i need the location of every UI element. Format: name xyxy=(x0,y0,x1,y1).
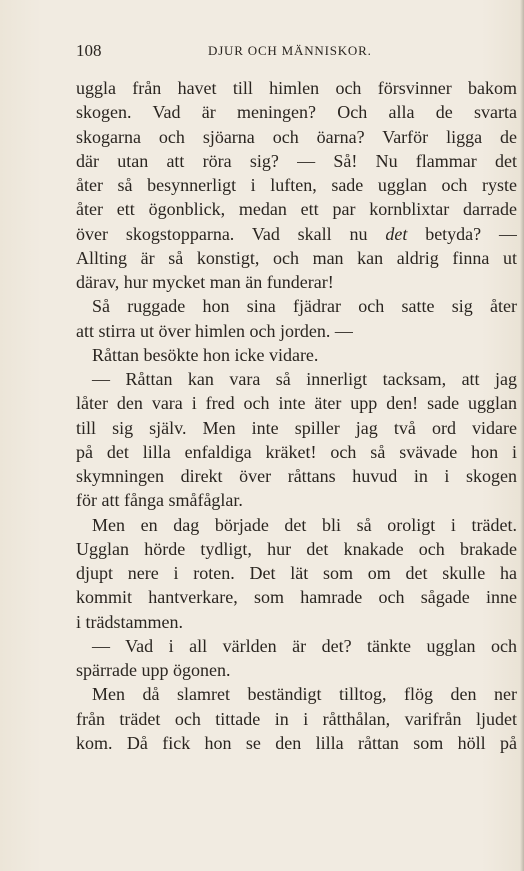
text-line-with-emphasis xyxy=(76,222,517,246)
text-line: åter så besynnerligt i luften, sade ugglan och ryste xyxy=(76,175,517,195)
text-line: där utan att röra sig? — Så! Nu flammar det xyxy=(76,150,517,171)
page-edge-shadow xyxy=(520,0,524,871)
running-title: DJUR OCH MÄNNISKOR. xyxy=(208,43,372,58)
text-line: Allting är så konstigt, och man kan aldrig finna ut xyxy=(76,247,517,268)
text-line: Så ruggade hon sina fjädrar och satte sig åter xyxy=(92,296,517,317)
text-line: åter ett ögonblick, medan ett par kornblixtar darrade xyxy=(76,199,517,220)
text-line: skogarna och sjöarna och öarna? Varför ligga de xyxy=(76,126,517,147)
text-segment: över skogstopparna. Vad skall nu xyxy=(76,223,368,244)
text-line: skymningen direkt över råttans huvud in i skogen xyxy=(76,466,517,486)
text-line: på det lilla enfaldiga kräket! och så svävade hon i xyxy=(76,441,517,462)
page-number: 108 xyxy=(76,41,102,60)
text-line: kommit hantverkare, som hamrade och sågade inne xyxy=(76,587,517,608)
text-line: djupt nere i roten. Det lät som om det skulle ha xyxy=(76,563,517,583)
text-line: från trädet och tittade in i råtthålan, varifrån ljudet xyxy=(76,708,517,729)
emphasized-word: det xyxy=(385,223,408,244)
text-line: kom. Då fick hon se den lilla råttan som höll på xyxy=(76,732,517,753)
text-line: — Råttan kan vara så innerligt tacksam, att jag xyxy=(92,369,517,389)
text-segment: betyda? — xyxy=(425,223,517,244)
text-line: därav, hur mycket man än funderar! xyxy=(76,272,334,292)
text-line: att stirra ut över himlen och jorden. — xyxy=(76,320,353,341)
body-text xyxy=(76,76,517,755)
text-line: Men då slamret beständigt tilltog, flög den ner xyxy=(92,684,517,705)
text-line: Råttan besökte hon icke vidare. xyxy=(92,344,319,365)
text-line: Men en dag började det bli så oroligt i trädet. xyxy=(92,514,517,535)
page-header xyxy=(76,41,516,63)
text-line: — Vad i all världen är det? tänkte ugglan och xyxy=(92,635,517,656)
text-line: i trädstammen. xyxy=(76,611,183,632)
text-line: skogen. Vad är meningen? Och alla de svarta xyxy=(76,102,517,123)
text-line: till sig själv. Men inte spiller jag två ord vidare xyxy=(76,417,517,438)
text-line: för att fånga småfåglar. xyxy=(76,490,243,511)
text-line: låter den vara i fred och inte äter upp den! sade ugglan xyxy=(76,393,517,414)
text-line: Ugglan hörde tydligt, hur det knakade och brakade xyxy=(76,538,517,559)
text-line: uggla från havet till himlen och försvinner bakom xyxy=(76,78,517,98)
text-line: spärrade upp ögonen. xyxy=(76,660,231,680)
